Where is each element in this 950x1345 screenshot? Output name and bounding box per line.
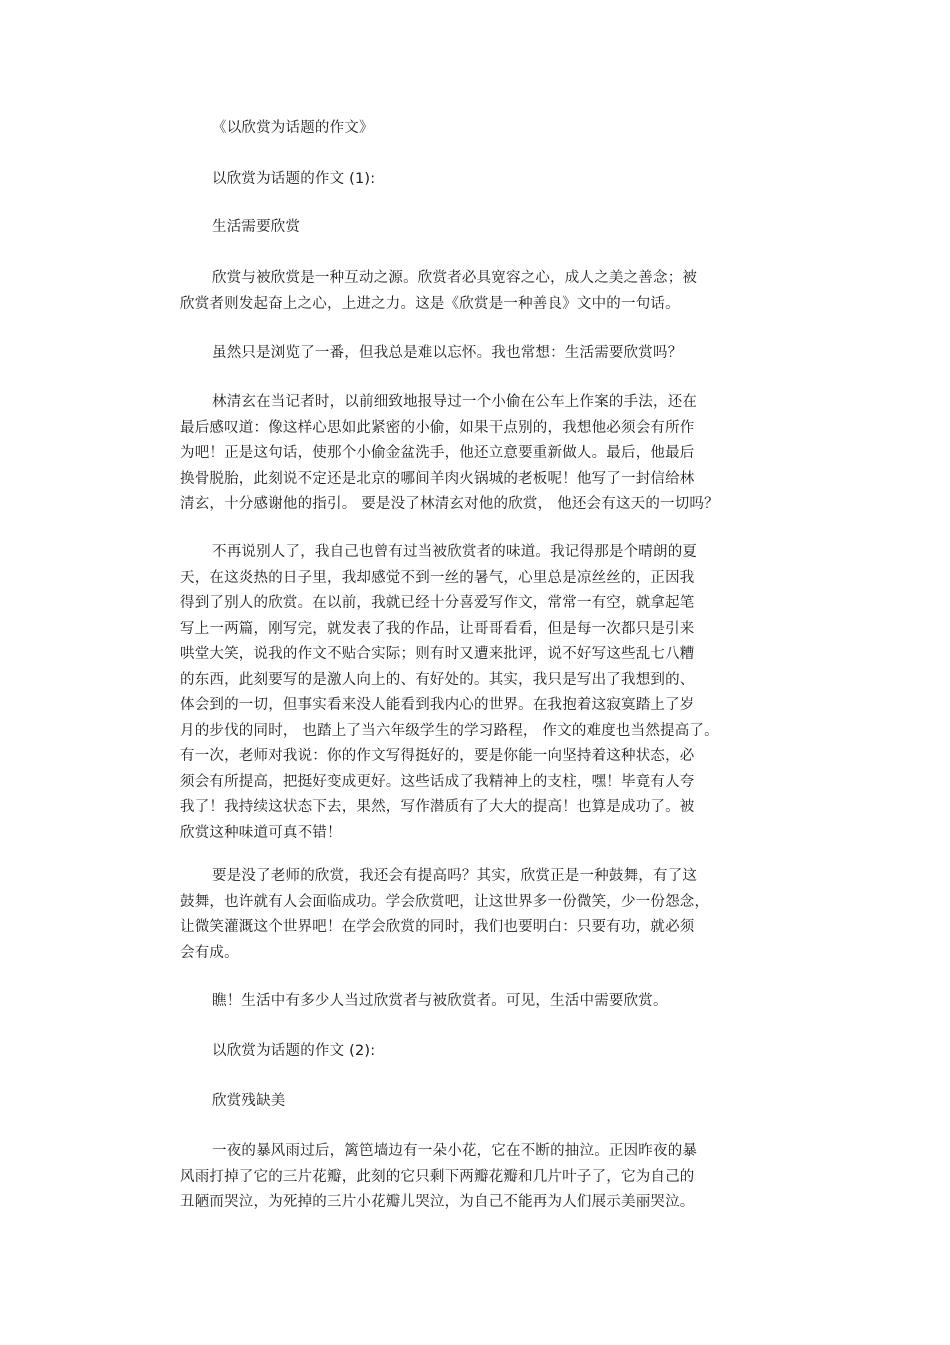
paragraph-line: 欣赏者则发起奋上之心，上进之力。这是《欣赏是一种善良》文中的一句话。 [180,295,680,312]
paragraph-line: 让微笑灌溉这个世界吧！在学会欣赏的同时，我们也要明白：只要有功，就必须 [180,919,695,935]
section-1-paragraph-2 [180,341,760,367]
paragraph-line: 鼓舞，也许就有人会面临成功。学会欣赏吧，让这世界多一份微笑，少一份怨念， [180,893,710,910]
section-1-subtitle [180,215,792,241]
paragraph-line: 须会有所提高，把挺好变成更好。这些话成了我精神上的支柱，嘿！毕竟有人夸 [180,773,695,790]
section-1-paragraph-4 [180,540,760,846]
paragraph-line: 有一次，老师对我说：你的作文写得挺好的，要是你能一向坚持着这种状态，必 [180,748,695,764]
section-2-subtitle [180,1089,792,1115]
paragraph-line: 会有成。 [180,944,239,961]
paragraph-line: 不再说别人了，我自己也曾有过当被欣赏者的味道。我记得那是个晴朗的夏 [212,544,698,560]
paragraph-line: 一夜的暴风雨过后，篱笆墙边有一朵小花，它在不断的抽泣。正因昨夜的暴 [212,1143,698,1159]
heading-text: 以欣赏为话题的作文 (2): [212,1043,376,1059]
section-1-paragraph-3 [180,390,760,518]
subtitle-text: 生活需要欣赏 [212,219,301,235]
paragraph-line: 最后感叹道：像这样心思如此紧密的小偷，如果干点别的，我想他必须会有所作 [180,419,695,436]
paragraph-line: 虽然只是浏览了一番，但我总是难以忘怀。我也常想：生活需要欣赏吗？ [212,345,683,361]
section-1-paragraph-1 [180,266,760,317]
paragraph-line: 林清玄在当记者时，以前细致地报导过一个小偷在公车上作案的手法，还在 [212,394,698,410]
paragraph-line: 欣赏与被欣赏是一种互动之源。欣赏者必具宽容之心，成人之美之善念；被 [212,270,698,286]
paragraph-line: 得到了别人的欣赏。在以前，我就已经十分喜爱写作文，常常一有空，就拿起笔 [180,595,695,611]
section-1-paragraph-6 [180,989,760,1015]
document-title [180,116,792,142]
paragraph-line: 的东西，此刻要写的是激人向上的、有好处的。其实，我只是写出了我想到的、 [180,671,695,688]
paragraph-line: 写上一两篇，刚写完，就发表了我的作品，让哥哥看看，但是每一次都只是引来 [180,620,695,637]
section-1-paragraph-5 [180,864,760,966]
section-1-heading [180,167,792,193]
paragraph-line: 瞧！生活中有多少人当过欣赏者与被欣赏者。可见，生活中需要欣赏。 [212,993,668,1009]
paragraph-line: 要是没了老师的欣赏，我还会有提高吗？其实，欣赏正是一种鼓舞，有了这 [212,868,698,884]
paragraph-line: 天，在这炎热的日子里，我却感觉不到一丝的暑气，心里总是凉丝丝的，正因我 [180,569,695,586]
paragraph-line: 体会到的一切，但事实看来没人能看到我内心的世界。在我抱着这寂寞踏上了岁 [180,697,695,713]
paragraph-line: 风雨打掉了它的三片花瓣，此刻的它只剩下两瓣花瓣和几片叶子了，它为自己的 [180,1168,695,1185]
subtitle-text: 欣赏残缺美 [212,1093,286,1109]
paragraph-line: 哄堂大笑，说我的作文不贴合实际；则有时又遭来批评，说不好写这些乱七八糟 [180,646,695,662]
paragraph-line: 月的步伐的同时， 也踏上了当六年级学生的学习路程， 作文的难度也当然提高了。 [180,722,719,739]
paragraph-line: 为吧！正是这句话，使那个小偷金盆洗手，他还立意要重新做人。最后，他最后 [180,445,695,461]
paragraph-line: 丑陋而哭泣，为死掉的三片小花瓣儿哭泣，为自己不能再为人们展示美丽哭泣。 [180,1194,695,1210]
section-2-heading [180,1039,792,1065]
paragraph-line: 清玄，十分感谢他的指引。 要是没了林清玄对他的欣赏， 他还会有这天的一切吗？ [180,496,719,512]
paragraph-line: 欣赏这种味道可真不错！ [180,824,342,841]
paragraph-line: 换骨脱胎，此刻说不定还是北京的哪间羊肉火锅城的老板呢！他写了一封信给林 [180,470,695,487]
section-2-paragraph-1 [180,1139,760,1216]
paragraph-line: 我了！我持续这状态下去，果然，写作潜质有了大大的提高！也算是成功了。被 [180,799,695,815]
title-text: 《以欣赏为话题的作文》 [212,120,374,136]
heading-text: 以欣赏为话题的作文 (1): [212,171,376,187]
